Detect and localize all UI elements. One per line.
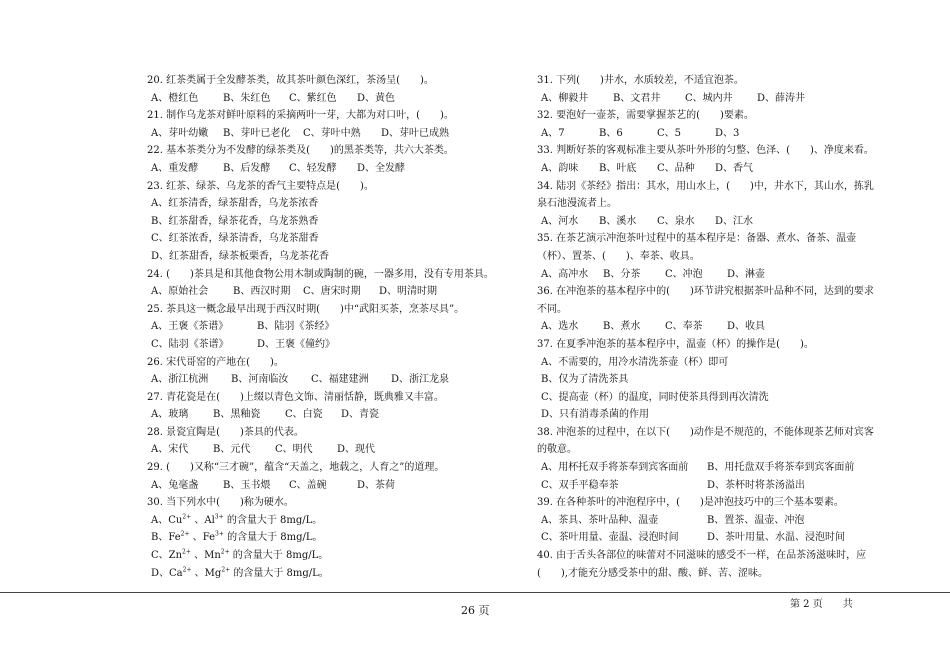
question-23: 23. 红茶、绿茶、乌龙茶的香气主要特点是( )。 xyxy=(147,180,374,192)
question-29: 29. ( )又称“三才碗”，蕴含“天盖之，地载之，人育之”的道理。 xyxy=(147,462,445,474)
question-21: 21. 制作乌龙茶对鲜叶原料的采摘两叶一芽，大都为对口叶，( )。 xyxy=(147,110,454,122)
option: C、泉水 xyxy=(657,215,695,227)
option: B、6 xyxy=(599,127,623,139)
footer-divider xyxy=(0,592,950,593)
option: A、韵味 xyxy=(541,162,579,174)
option: D、薛涛井 xyxy=(757,92,806,104)
page-number: 26 页 xyxy=(461,604,490,617)
option: D、全发酵 xyxy=(357,162,406,174)
left-column xyxy=(147,72,497,582)
option: D、3 xyxy=(715,127,740,139)
option: A、河水 xyxy=(541,215,579,227)
option-text: C、$Zn^{2+}$ 、$Mn^{2+}$ 的含量大于 8mg/L。 xyxy=(151,548,329,562)
question-21-options xyxy=(147,125,497,143)
question-31: 31. 下列( )井水，水质较差，不适宜泡茶。 xyxy=(537,75,744,86)
option: D、芽叶已成熟 xyxy=(381,127,450,139)
option: D、茶杯时将茶汤溢出 xyxy=(707,479,806,491)
question-28: 28. 景瓷宜陶是( )茶具的代表。 xyxy=(147,426,304,438)
option: B、煮水 xyxy=(603,321,641,333)
option: C、双手平稳奉茶 xyxy=(541,479,619,491)
option: D、现代 xyxy=(337,444,376,456)
option: B、红茶甜香，绿茶花香，乌龙茶熟香 xyxy=(151,215,319,227)
option-text: A、$Cu^{2+}$ 、$Al^{3+}$ 的含量大于 8mg/L。 xyxy=(151,513,323,526)
option: D、青瓷 xyxy=(341,409,380,421)
question-40: 40. 由于舌头各部位的味蕾对不同滋味的感受不一样，在品茶汤滋味时，应( ),才能充分感受茶中的甜、酸、鲜、苦、涩味。 xyxy=(537,550,867,579)
question-35-options xyxy=(537,266,877,284)
option: B、元代 xyxy=(213,444,251,456)
option: D、浙江龙泉 xyxy=(391,374,450,386)
option: C、红茶浓香，绿茶清香，乌龙茶甜香 xyxy=(151,233,319,245)
option: D、明清时期 xyxy=(379,286,438,298)
option: B、文君井 xyxy=(613,92,661,104)
option: A、玻璃 xyxy=(151,409,189,421)
option-text: D、$Ca^{2+}$ 、$Mg^{2+}$ 的含量大于 8mg/L。 xyxy=(151,566,329,579)
option: B、叶底 xyxy=(599,162,637,174)
question-29-options xyxy=(147,477,497,495)
option: D、只有消毒杀菌的作用 xyxy=(541,409,650,421)
option: A、不需要的，用冷水清洗茶壶（杯）即可 xyxy=(541,356,729,368)
question-39-options-row2 xyxy=(537,529,877,547)
question-38-options-row1 xyxy=(537,459,877,477)
option: B、黑釉瓷 xyxy=(213,409,261,421)
option: A、柳毅井 xyxy=(541,92,589,104)
question-33-options xyxy=(537,160,877,178)
option: B、朱红色 xyxy=(223,92,271,104)
option: B、仅为了清洗茶具 xyxy=(541,374,629,386)
option: D、香气 xyxy=(715,162,754,174)
option: B、后发酵 xyxy=(223,162,271,174)
right-column xyxy=(537,72,877,582)
option: C、冲泡 xyxy=(665,268,703,280)
option: C、福建建洲 xyxy=(311,374,369,386)
question-25-options-row1 xyxy=(147,318,497,336)
option: A、选水 xyxy=(541,321,579,333)
question-34-options xyxy=(537,213,877,231)
option: B、溪水 xyxy=(599,215,637,227)
option: A、橙红色 xyxy=(151,92,199,104)
question-39: 39. 在各种茶叶的冲泡程序中，( )是冲泡技巧中的三个基本要素。 xyxy=(537,497,844,509)
question-32: 32. 要泡好一壶茶，需要掌握茶艺的( )要素。 xyxy=(537,110,754,122)
option: D、收具 xyxy=(727,321,766,333)
question-27: 27. 青花瓷是在( )上缀以青色文饰、清丽恬静，既典雅又丰富。 xyxy=(147,391,444,403)
option: B、分茶 xyxy=(603,268,641,280)
question-31-options xyxy=(537,90,877,108)
option: D、茶叶用量、水温、浸泡时间 xyxy=(707,532,846,544)
option: D、黄色 xyxy=(357,92,396,104)
option: B、西汉时期 xyxy=(233,286,291,298)
option: C、盖碗 xyxy=(289,479,327,491)
option: C、奉茶 xyxy=(665,321,703,333)
question-32-options xyxy=(537,125,877,143)
question-26: 26. 宋代哥窑的产地在( )。 xyxy=(147,356,284,368)
option: A、用杯托双手将茶奉到宾客面前 xyxy=(541,462,689,474)
question-28-options xyxy=(147,441,497,459)
option: C、品种 xyxy=(657,162,695,174)
option: C、紫红色 xyxy=(289,92,337,104)
option: C、城内井 xyxy=(685,92,733,104)
question-25: 25. 茶具这一概念最早出现于西汉时期( )中“武阳买茶，烹茶尽具”。 xyxy=(147,303,465,315)
question-35: 35. 在茶艺演示冲泡茶叶过程中的基本程序是：备器、煮水、备茶、温壶（杯）、置茶、( )、奉茶、收具。 xyxy=(537,233,857,262)
option: D、红茶甜香，绿茶板栗香，乌龙茶花香 xyxy=(151,250,330,262)
option: C、茶叶用量、壶温、浸泡时间 xyxy=(541,532,679,544)
question-26-options xyxy=(147,371,497,389)
option: C、明代 xyxy=(275,444,313,456)
question-36: 36. 在冲泡茶的基本程序中的( )环节讲究根据茶叶品种不同，达到的要求不同。 xyxy=(537,286,874,315)
question-22: 22. 基本茶类分为不发酵的绿茶类及( )的黑茶类等，共六大茶类。 xyxy=(147,145,454,157)
option xyxy=(147,512,497,530)
question-24: 24. ( )茶具是和其他食物公用木制或陶制的碗，一器多用，没有专用茶具。 xyxy=(147,268,494,280)
option: C、白瓷 xyxy=(285,409,323,421)
option: C、芽叶中熟 xyxy=(303,127,361,139)
option: B、用托盘双手将茶奉到宾客面前 xyxy=(707,462,855,474)
question-36-options xyxy=(537,318,877,336)
question-25-options-row2 xyxy=(147,336,497,354)
option: C、陆羽《茶谱》 xyxy=(151,338,229,350)
option: A、兔毫盏 xyxy=(151,479,199,491)
option: D、淋壶 xyxy=(727,268,766,280)
option: A、茶具、茶叶品种、温壶 xyxy=(541,514,659,526)
option: C、5 xyxy=(657,127,682,139)
option: A、红茶清香，绿茶甜香，乌龙茶浓香 xyxy=(151,198,319,210)
question-33: 33. 判断好茶的客观标准主要从茶叶外形的匀整、色泽、( )、净度来看。 xyxy=(537,145,874,157)
question-39-options-row1 xyxy=(537,512,877,530)
option xyxy=(147,547,497,565)
option: C、提高壶（杯）的温度，同时使茶具得到再次清洗 xyxy=(541,391,769,403)
option xyxy=(147,529,497,547)
option: B、芽叶已老化 xyxy=(223,127,291,139)
option: C、轻发酵 xyxy=(289,162,337,174)
question-34: 34. 陆羽《茶经》指出：其水，用山水上，( )中，井水下，其山水，拣乳泉石池漫流者上。 xyxy=(537,180,874,210)
option: B、河南临汝 xyxy=(231,374,289,386)
option xyxy=(147,565,497,583)
option: B、置茶、温壶、冲泡 xyxy=(707,514,805,526)
question-22-options xyxy=(147,160,497,178)
option: A、浙江杭洲 xyxy=(151,374,209,386)
page-info: 第 2 页 共 xyxy=(790,599,853,610)
option: A、芽叶幼嫩 xyxy=(151,127,209,139)
option: D、茶荷 xyxy=(357,479,396,491)
option: C、唐宋时期 xyxy=(303,286,361,298)
question-38: 38. 冲泡茶的过程中，在以下( )动作是不规范的，不能体现茶艺师对宾客的敬意。 xyxy=(537,426,874,456)
option: B、陆羽《茶经》 xyxy=(257,321,335,333)
option: A、原始社会 xyxy=(151,286,209,298)
question-20: 20. 红茶类属于全发酵茶类，故其茶叶颜色深红，茶汤呈( )。 xyxy=(147,75,434,86)
question-30: 30. 当下列水中( )称为硬水。 xyxy=(147,497,294,509)
option: A、重发酵 xyxy=(151,162,199,174)
question-38-options-row2 xyxy=(537,477,877,495)
option: B、玉书煨 xyxy=(223,479,271,491)
question-27-options xyxy=(147,406,497,424)
option: D、王褒《僮约》 xyxy=(257,338,336,350)
question-37: 37. 在夏季冲泡茶的基本程序中，温壶（杯）的操作是( )。 xyxy=(537,338,814,350)
question-24-options xyxy=(147,283,497,301)
question-20-options xyxy=(147,90,497,108)
option: D、江水 xyxy=(715,215,754,227)
option: A、7 xyxy=(541,127,565,139)
option: A、高冲水 xyxy=(541,268,589,280)
option: A、宋代 xyxy=(151,444,189,456)
option-text: B、$Fe^{2+}$ 、$Fe^{3+}$ 的含量大于 8mg/L。 xyxy=(151,531,323,544)
option: A、王褒《茶谱》 xyxy=(151,321,229,333)
